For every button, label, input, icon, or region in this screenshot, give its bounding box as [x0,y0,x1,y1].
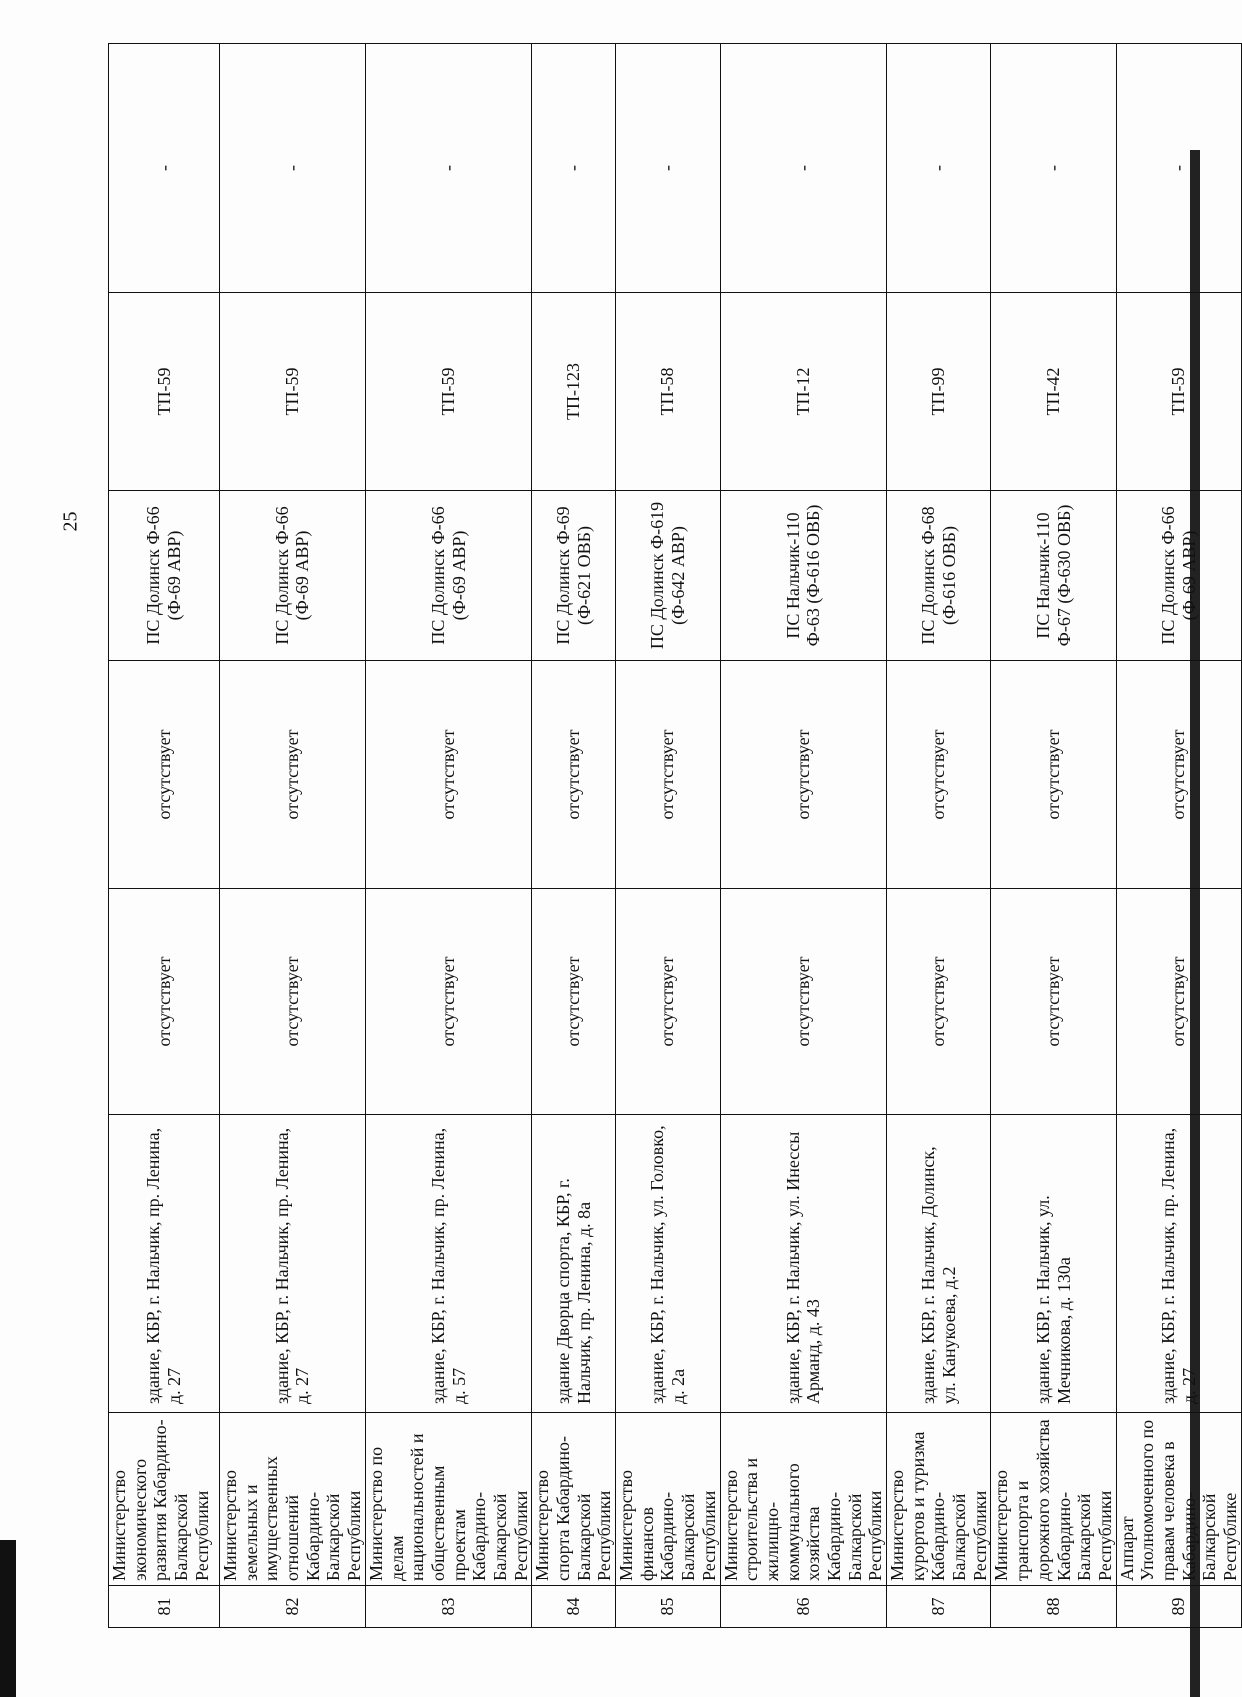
table-row [887,44,991,1628]
object-address: здание, КБР, г. Нальчик, пр. Ленина, д. 27 [220,1115,366,1413]
row-number: 82 [220,1586,366,1628]
cell-col4: отсутствует [887,889,991,1115]
cell-col4: отсутствует [220,889,366,1115]
transformer-station: ТП-42 [991,293,1116,491]
table-row [365,44,532,1628]
cell-col5: отсутствует [532,661,616,889]
table-row [109,44,220,1628]
table-row [616,44,720,1628]
power-feed: ПС Долинск Ф-66 (Ф-69 АВР) [109,491,220,661]
transformer-station: ТП-59 [1116,293,1241,491]
scan-edge-left [0,1540,16,1697]
cell-col4: отсутствует [720,889,887,1115]
organization-name: Министерство спорта Кабардино-Балкарской Республики [532,1413,616,1586]
power-feed: ПС Долинск Ф-66 (Ф-69 АВР) [220,491,366,661]
power-feed: ПС Долинск Ф-619 (Ф-642 АВР) [616,491,720,661]
power-feed: ПС Долинск Ф-69 (Ф-621 ОВБ) [532,491,616,661]
cell-last: - [1116,44,1241,293]
table-row [720,44,887,1628]
cell-last: - [720,44,887,293]
organization-name: Министерство курортов и туризма Кабардино-Балкарской Республики [887,1413,991,1586]
row-number: 86 [720,1586,887,1628]
organization-name: Министерство экономического развития Кабардино-Балкарской Республики [109,1413,220,1586]
object-address: здание, КБР, г. Нальчик, ул. Мечникова, д. 130а [991,1115,1116,1413]
power-feed: ПС Долинск Ф-66 (Ф-69 АВР) [1116,491,1241,661]
row-number: 84 [532,1586,616,1628]
cell-col4: отсутствует [991,889,1116,1115]
cell-last: - [991,44,1116,293]
cell-col5: отсутствует [1116,661,1241,889]
cell-last: - [365,44,532,293]
transformer-station: ТП-59 [109,293,220,491]
transformer-station: ТП-58 [616,293,720,491]
cell-col5: отсутствует [991,661,1116,889]
row-number: 89 [1116,1586,1241,1628]
object-address: здание, КБР, г. Нальчик, пр. Ленина, д. 57 [365,1115,532,1413]
object-address: здание Дворца спорта, КБР, г. Нальчик, пр. Ленина, д. 8а [532,1115,616,1413]
object-address: здание, КБР, г. Нальчик, пр. Ленина, д. 27 [1116,1115,1241,1413]
row-number: 83 [365,1586,532,1628]
power-feed: ПС Долинск Ф-68 (Ф-616 ОВБ) [887,491,991,661]
cell-col4: отсутствует [532,889,616,1115]
transformer-station: ТП-123 [532,293,616,491]
facilities-table [108,43,1242,1628]
table-row [991,44,1116,1628]
cell-last: - [887,44,991,293]
power-feed: ПС Долинск Ф-66 (Ф-69 АВР) [365,491,532,661]
row-number: 88 [991,1586,1116,1628]
row-number: 81 [109,1586,220,1628]
cell-col4: отсутствует [1116,889,1241,1115]
object-address: здание, КБР, г. Нальчик, Долинск, ул. Канукоева, д.2 [887,1115,991,1413]
transformer-station: ТП-12 [720,293,887,491]
object-address: здание, КБР, г. Нальчик, ул. Головко, д. 2а [616,1115,720,1413]
organization-name: Министерство финансов Кабардино-Балкарской Республики [616,1413,720,1586]
cell-col5: отсутствует [616,661,720,889]
organization-name: Министерство транспорта и дорожного хозяйства Кабардино-Балкарской Республики [991,1413,1116,1586]
cell-col5: отсутствует [887,661,991,889]
table-row [220,44,366,1628]
transformer-station: ТП-59 [220,293,366,491]
table-row [1116,44,1241,1628]
organization-name: Аппарат Уполномоченного по правам человека в Кабардино-Балкарской Республике [1116,1413,1241,1586]
organization-name: Министерство земельных и имущественных отношений Кабардино-Балкарской Республики [220,1413,366,1586]
cell-col4: отсутствует [616,889,720,1115]
object-address: здание, КБР, г. Нальчик, пр. Ленина, д. 27 [109,1115,220,1413]
cell-col5: отсутствует [365,661,532,889]
organization-name: Министерство по делам национальностей и общественным проектам Кабардино-Балкарской Республики [365,1413,532,1586]
cell-col5: отсутствует [720,661,887,889]
transformer-station: ТП-59 [365,293,532,491]
power-feed: ПС Нальчик-110 Ф-63 (Ф-616 ОВБ) [720,491,887,661]
row-number: 85 [616,1586,720,1628]
table-row [532,44,616,1628]
organization-name: Министерство строительства и жилищно-коммунального хозяйства Кабардино-Балкарской Республики [720,1413,887,1586]
cell-col5: отсутствует [220,661,366,889]
cell-last: - [616,44,720,293]
rotated-table-container [108,44,1240,1628]
transformer-station: ТП-99 [887,293,991,491]
row-number: 87 [887,1586,991,1628]
cell-last: - [220,44,366,293]
power-feed: ПС Нальчик-110 Ф-67 (Ф-630 ОВБ) [991,491,1116,661]
object-address: здание, КБР, г. Нальчик, ул. Инессы Арманд, д. 43 [720,1115,887,1413]
cell-col5: отсутствует [109,661,220,889]
page-number: 25 [59,511,82,532]
cell-col4: отсутствует [365,889,532,1115]
cell-col4: отсутствует [109,889,220,1115]
cell-last: - [532,44,616,293]
cell-last: - [109,44,220,293]
